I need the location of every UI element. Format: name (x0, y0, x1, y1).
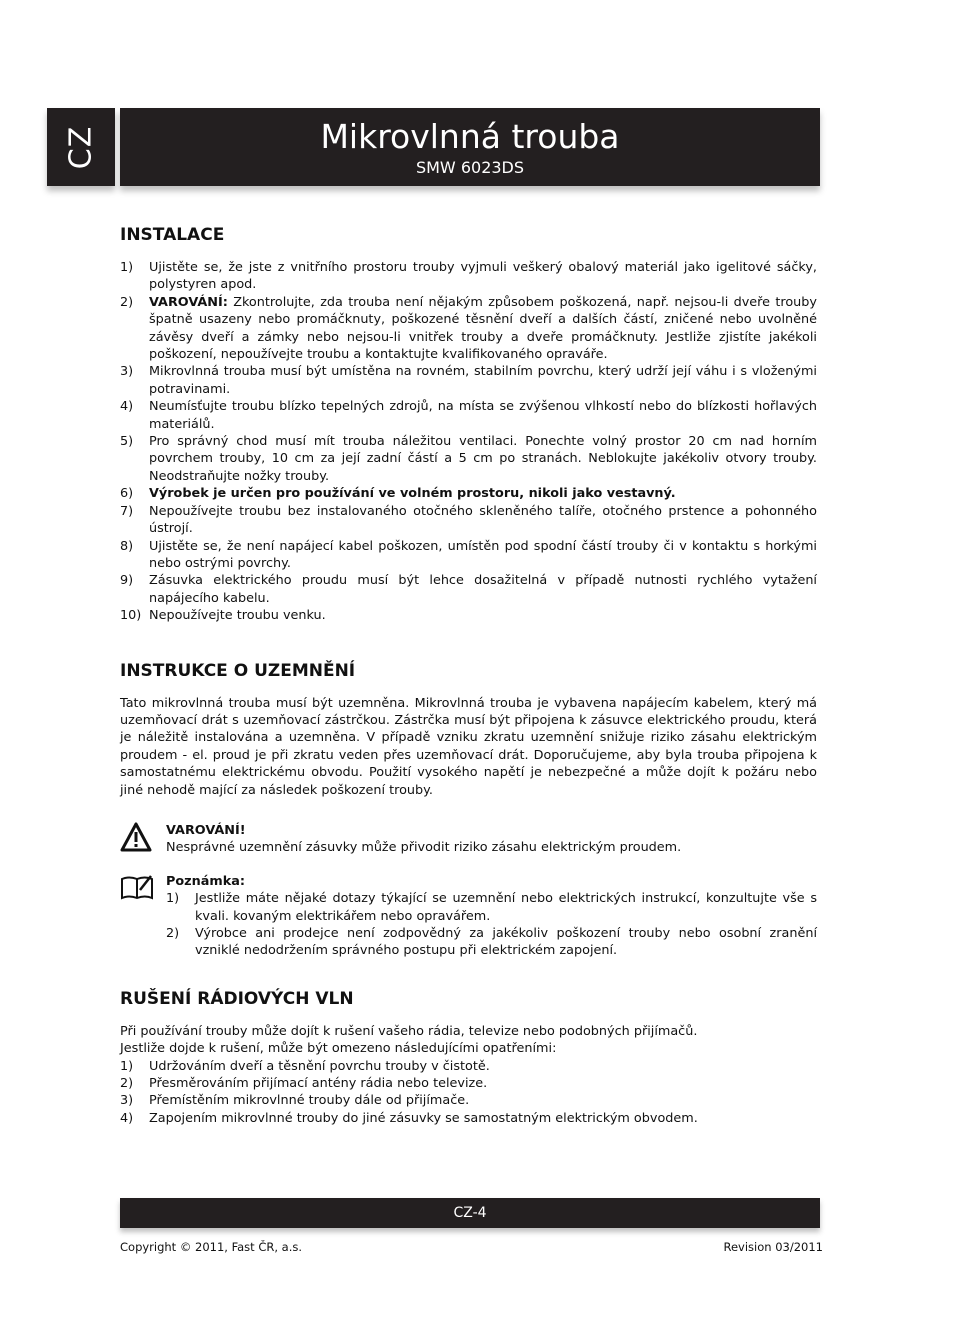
list-item (120, 503, 817, 538)
item-text: Nepoužívejte troubu bez instalovaného otočného skleněného talíře, otočného prstence a pohonného ústrojí. (149, 503, 817, 537)
item-number: 2) (166, 926, 180, 941)
item-number: 1) (166, 891, 180, 907)
section-heading-ruseni: RUŠENÍ RÁDIOVÝCH VLN (120, 988, 354, 1009)
language-tab (47, 108, 115, 186)
item-number: 4) (120, 399, 134, 415)
list-item (120, 433, 817, 485)
ruseni-intro-1: Při používání trouby může dojít k rušení vašeho rádia, televize nebo podobných přijímačů. (120, 1023, 698, 1039)
list-item (120, 1110, 817, 1127)
item-number: 5) (120, 434, 134, 450)
section-heading-uzemneni: INSTRUKCE O UZEMNĚNÍ (120, 660, 356, 681)
item-text: Neumísťujte troubu blízko tepelných zdrojů, na místa se zvýšenou vlhkostí nebo do blízkosti hořlavých materiálů. (149, 399, 817, 432)
item-text: Přesměrováním přijímací antény rádia nebo televize. (149, 1076, 488, 1092)
list-item (166, 890, 817, 925)
page-number: CZ-4 (453, 1205, 487, 1221)
page-header (120, 108, 820, 186)
section-heading-instalace: INSTALACE (120, 225, 225, 245)
item-number: 3) (120, 1093, 134, 1109)
list-item (120, 363, 817, 398)
list-item (120, 1092, 817, 1109)
item-text: Mikrovlnná trouba musí být umístěna na rovném, stabilním povrchu, který udrží její váhu i s vloženými potravinami. (149, 364, 817, 397)
item-text: Nepoužívejte troubu venku. (149, 608, 326, 624)
item-number: 6) (120, 486, 134, 502)
page-number-bar (120, 1198, 820, 1228)
item-text: Zásuvka elektrického proudu musí být lehce dosažitelná v případě nutnosti rychlého vytažení napájecího kabelu. (149, 573, 817, 606)
item-number: 7) (120, 503, 134, 519)
list-item (120, 1058, 817, 1075)
instalace-list (120, 259, 817, 625)
item-number: 1) (120, 1058, 134, 1074)
item-number: 2) (120, 1076, 134, 1092)
list-item (120, 607, 817, 624)
item-text: Přemístěním mikrovlnné trouby dále od přijímače. (149, 1093, 470, 1109)
item-number: 4) (120, 1110, 134, 1126)
model-number: SMW 6023DS (415, 158, 525, 177)
item-number: 1) (120, 260, 134, 275)
item-text: Jestliže máte nějaké dotazy týkající se uzemnění nebo elektrických instrukcí, konzultujte vše s kvali. kovaným elektrikářem nebo opravářem. (195, 891, 817, 924)
item-number: 8) (120, 538, 134, 554)
list-item (120, 485, 817, 502)
list-item (120, 259, 817, 294)
item-text: Zkontrolujte, zda trouba není nějakým způsobem poškozená, např. nejsou-li dveře trouby špatně usazeny nebo promáčknuty, poškozené těsnění dveří a dalších částí, zničené nebo uvolněné závěsy dveří a zámky nebo nejsou-li vnitřek trouby a dveře promáčknuty. Jestliže zjistíte jakékoli poškození, nepoužívejte troubu a kontaktujte kvalifikovaného opraváře. (149, 294, 817, 363)
item-bold-text: Výrobek je určen pro používání ve volném prostoru, nikoli jako vestavný. (149, 486, 676, 502)
revision: Revision 03/2011 (723, 1240, 823, 1254)
page-title: Mikrovlnná trouba (320, 117, 620, 156)
item-number: 3) (120, 364, 134, 380)
item-number: 10) (120, 608, 142, 624)
list-item (120, 294, 817, 364)
warning-text: Nesprávné uzemnění zásuvky může přivodit riziko zásahu elektrickým proudem. (166, 840, 682, 856)
warning-icon (120, 822, 152, 857)
item-text: Ujistěte se, že jste z vnitřního prostoru trouby vyjmuli veškerý obalový materiál jako igelitové sáčky, polystyren apod. (149, 260, 817, 293)
warning-block (120, 822, 817, 857)
item-text: Zapojením mikrovlnné trouby do jiné zásuvky se samostatným elektrickým obvodem. (149, 1110, 698, 1126)
item-number: 2) (120, 294, 134, 310)
uzemneni-paragraph: Tato mikrovlnná trouba musí být uzemněna. Mikrovlnná trouba je vybavena napájecím kabelem, který má uzemňovací drát s uzemňovací zástrčkou. Zástrčka musí být připojena k zásuvce elektrického proudu, která je náležitě instalována a uzemněna. V případě vzniku zkratu uzemnění snižuje riziko zásahu elektrickým proudem - el. proud je při zkratu veden přes uzemňovací drát. Doporučujeme, aby byla trouba připojena k samostatnému elektrickému obvodu. Použití vysokého napětí je nebezpečné a může dojít k požáru nebo jiné nehodě mající za následek poškození trouby. (120, 695, 817, 798)
list-item (120, 398, 817, 433)
note-list (166, 890, 817, 960)
item-number: 9) (120, 573, 134, 589)
warning-title: VAROVÁNÍ! (166, 822, 246, 838)
item-text: Ujistěte se, že není napájecí kabel poškozen, umístěn pod spodní částí trouby či v kontaktu s horkými nebo ostrými povrchy. (149, 538, 817, 571)
copyright: Copyright © 2011, Fast ČR, a.s. (120, 1240, 303, 1254)
book-note-icon (120, 873, 154, 906)
item-text: Výrobce ani prodejce není zodpovědný za jakékoliv poškození trouby nebo osobní zranění vzniklé nedodržením správného postupu při elektrickém zapojení. (195, 926, 817, 959)
item-text: Pro správný chod musí mít trouba náležitou ventilaci. Ponechte volný prostor 20 cm nad horním povrchem trouby, 10 cm za její zadní částí a 5 cm po stranách. Neblokujte jakékoliv otvory trouby. Neodstraňujte nožky trouby. (149, 434, 817, 484)
list-item (120, 538, 817, 573)
list-item (120, 1075, 817, 1092)
ruseni-list (120, 1058, 817, 1128)
language-code: CZ (63, 125, 99, 169)
list-item (166, 925, 817, 960)
note-block (120, 873, 817, 960)
list-item (120, 572, 817, 607)
note-title: Poznámka: (166, 873, 245, 889)
ruseni-intro-2: Jestliže dojde k rušení, může být omezeno následujícími opatřeními: (120, 1041, 557, 1057)
item-bold-text: VAROVÁNÍ: (149, 294, 228, 310)
item-text: Udržováním dveří a těsnění povrchu trouby v čistotě. (149, 1058, 490, 1074)
main-content (120, 222, 817, 1127)
